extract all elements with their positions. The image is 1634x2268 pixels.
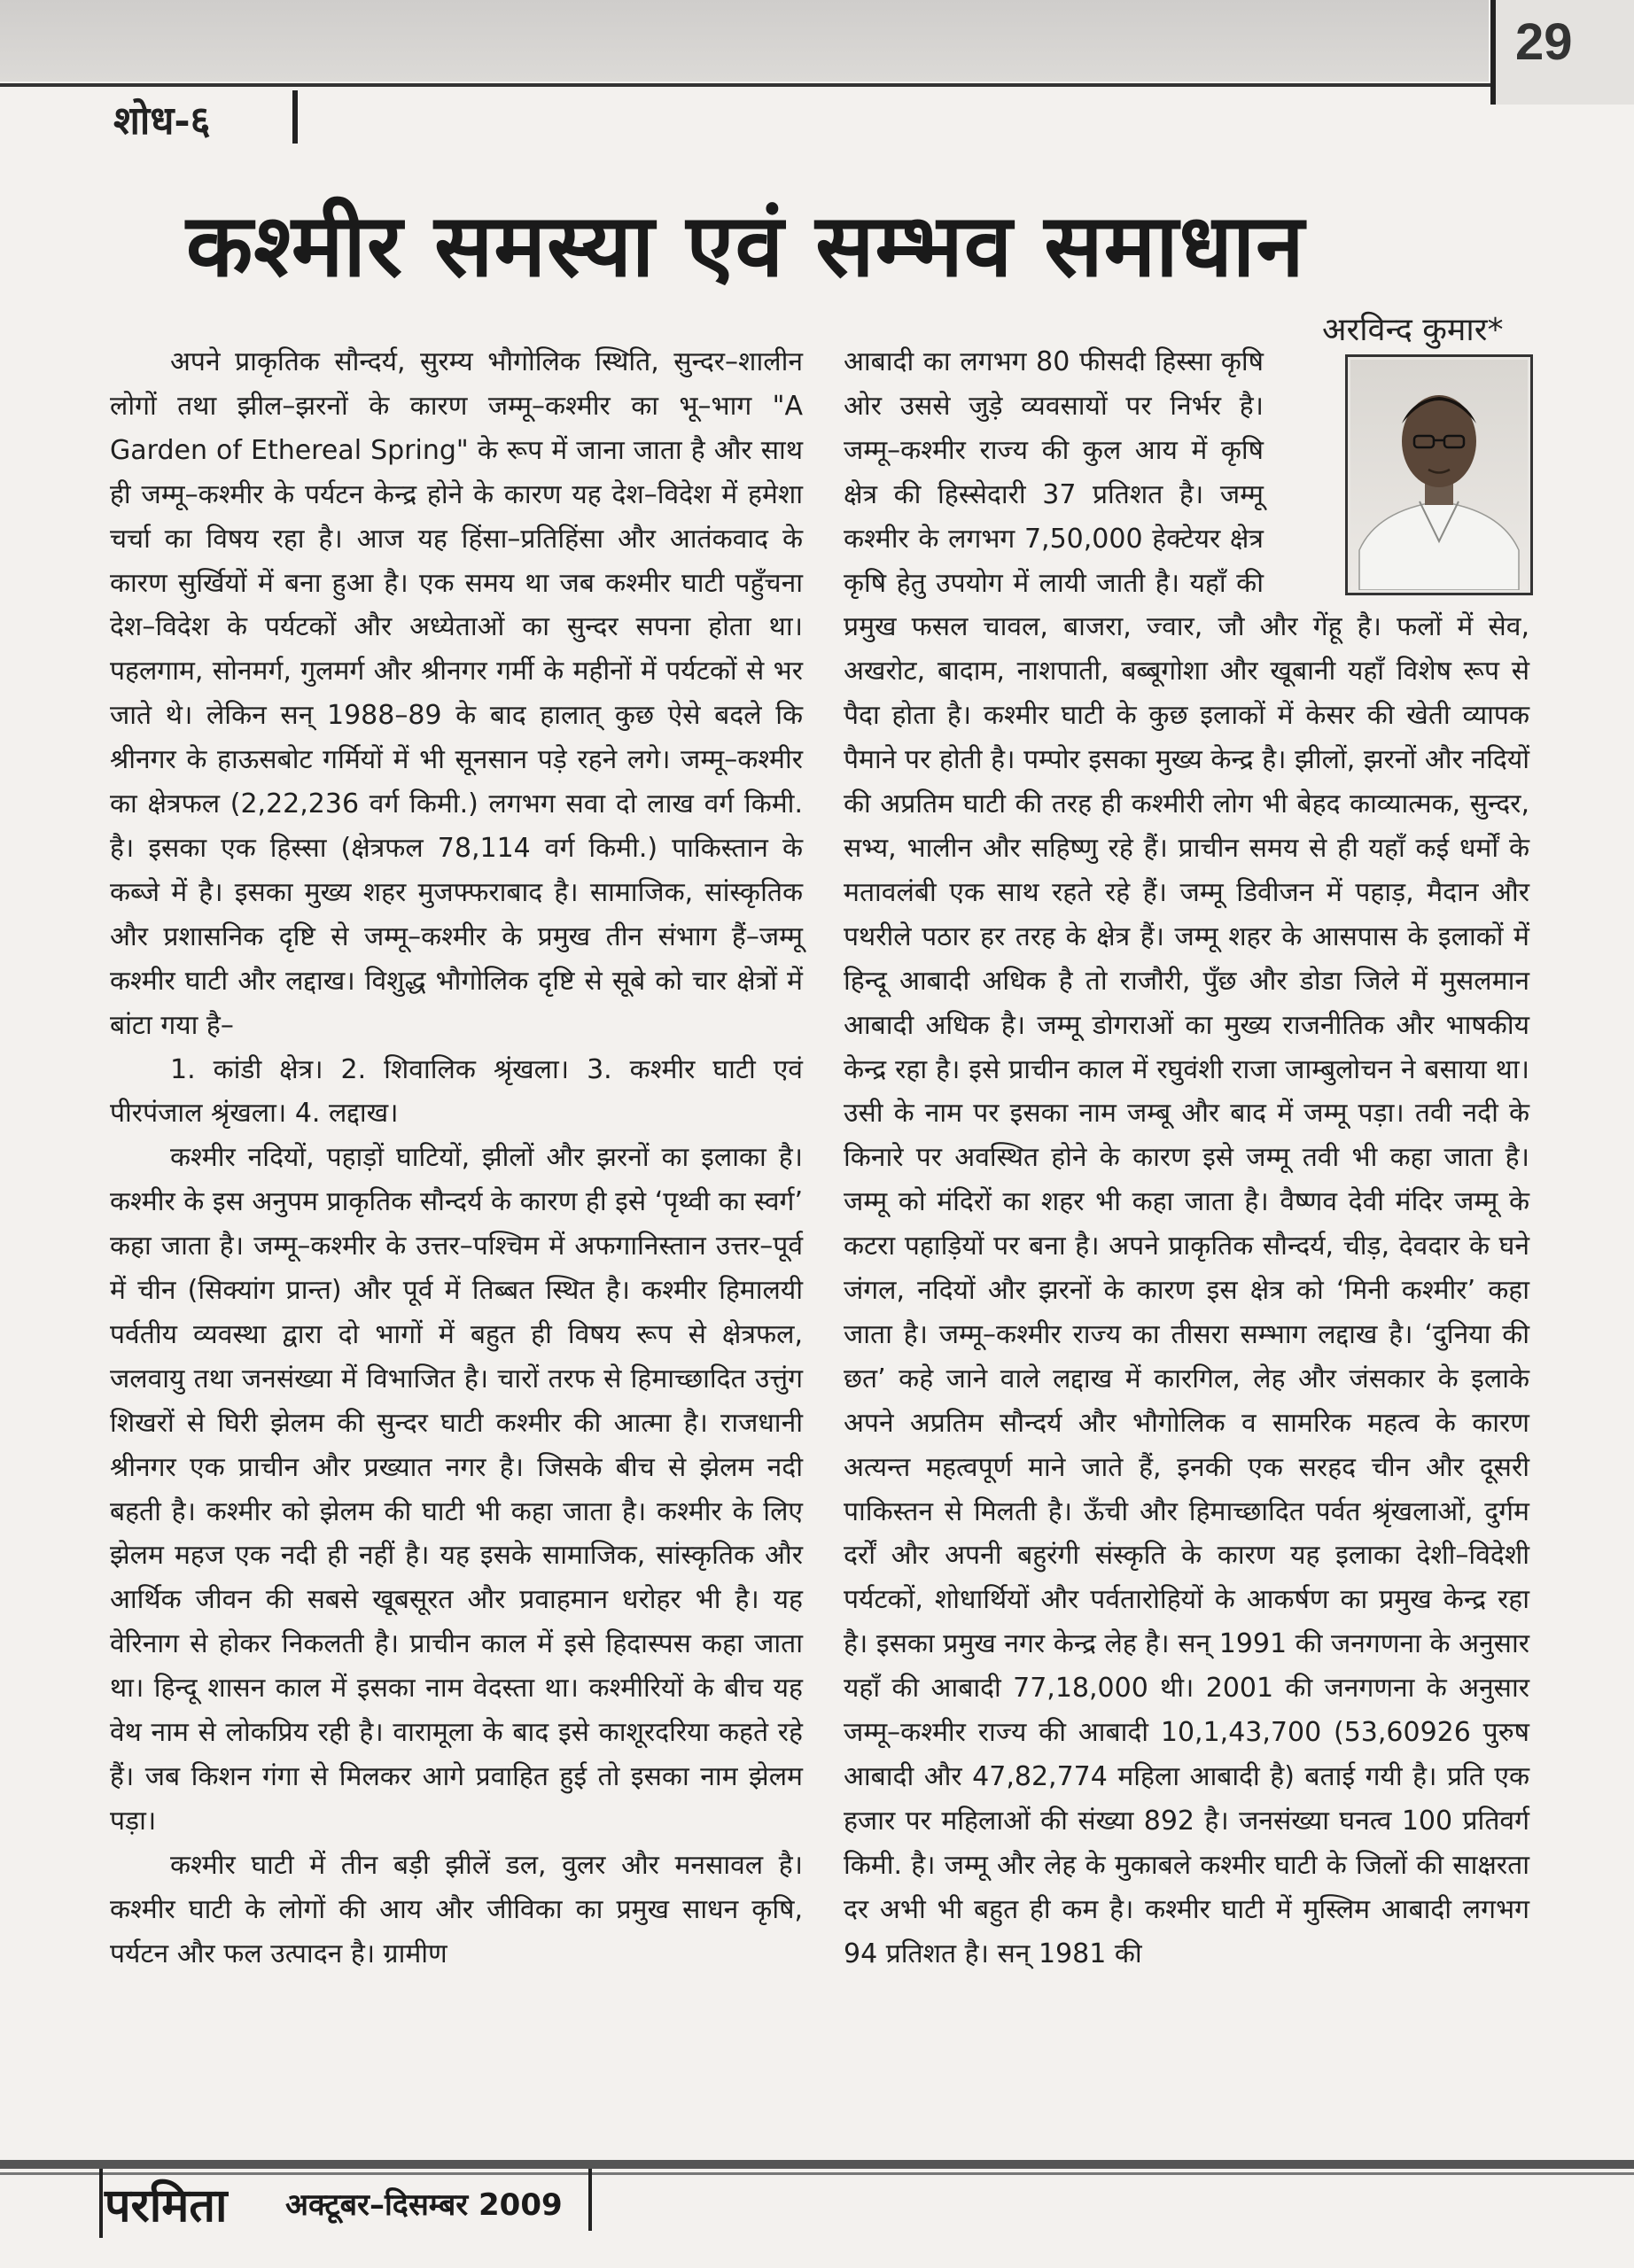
photo-wrap-space xyxy=(1264,340,1529,597)
paragraph: आबादी का लगभग 80 फीसदी हिस्सा कृषि ओर उससे जुड़े व्यवसायों पर निर्भर है। जम्मू–कश्मीर राज्य की कुल आय में कृषि क्षेत्र की हिस्सेदारी 37 प्रतिशत है। जम्मू कश्मीर के लगभग 7,50,000 हेक्टेयर क्षेत्र कृषि हेतु उपयोग में लायी जाती है। यहाँ की प्रमुख फसल चावल, बाजरा, ज्वार, जौ और गेंहू है। फलों में सेव, अखरोट, बादाम, नाशपाती, बब्बूगोशा और खूबानी यहाँ विशेष रूप से पैदा होता है। कश्मीर घाटी के कुछ इलाकों में केसर की खेती व्यापक पैमाने पर होती है। पम्पोर इसका मुख्य केन्द्र है। झीलों, झरनों और नदियों की अप्रतिम घाटी की तरह ही कश्मीरी लोग भी बेहद काव्यात्मक, सुन्दर, सभ्य, भालीन और सहिष्णु रहे हैं। प्राचीन समय से ही यहाँ कई धर्मों के मतावलंबी एक साथ रहते रहे हैं। जम्मू डिवीजन में पहाड़, मैदान और पथरीले पठार हर तरह के क्षेत्र हैं। जम्मू शहर के आसपास के इलाकों में हिन्दू आबादी अधिक है तो राजौरी, पुँछ और डोडा जिले में मुसलमान आबादी अधिक है। जम्मू डोगराओं का मुख्य राजनीतिक और भाषकीय केन्द्र रहा है। इसे प्राचीन काल में रघुवंशी राजा जाम्बुलोचन ने बसाया था। उसी के नाम पर इसका नाम जम्बू और बाद में जम्मू पड़ा। तवी नदी के किनारे पर अवस्थित होने के कारण इसे जम्मू तवी भी कहा जाता है। जम्मू को मंदिरों का शहर भी कहा जाता है। वैष्णव देवी मंदिर जम्मू के कटरा पहाड़ियों पर बना है। अपने प्राकृतिक सौन्दर्य, चीड़, देवदार के घने जंगल, नदियों और झरनों के कारण इस क्षेत्र को ‘मिनी कश्मीर’ कहा जाता है। जम्मू–कश्मीर राज्य का तीसरा सम्भाग लद्दाख है। ‘दुनिया की छत’ कहे जाने वाले लद्दाख में कारगिल, लेह और जंसकार के इलाके अपने अप्रतिम सौन्दर्य और भौगोलिक व सामरिक महत्व के कारण अत्यन्त महत्वपूर्ण माने जाते हैं, इनकी एक सरहद चीन और दूसरी पाकिस्तन से मिलती है। ऊँची और हिमाच्छादित पर्वत श्रृंखलाओं, दुर्गम दर्रों और अपनी बहुरंगी संस्कृति के कारण यह इलाका देशी–विदेशी पर्यटकों, शोधार्थियों और पर्वतारोहियों के आकर्षण का प्रमुख केन्द्र रहा है। इसका प्रमुख नगर केन्द्र लेह है। सन् 1991 की जनगणना के अनुसार यहाँ की आबादी 77,18,000 थी। 2001 की जनगणना के अनुसार जम्मू–कश्मीर राज्य की आबादी 10,1,43,700 (53,60926 पुरुष आबादी और 47,82,774 महिला आबादी है) बताई गयी है। प्रति एक हजार पर महिलाओं की संख्या 892 है। जनसंख्या घनत्व 100 प्रतिवर्ग किमी. है। जम्मू और लेह के मुकाबले कश्मीर घाटी के जिलों की साक्षरता दर अभी भी बहुत ही कम है। कश्मीर घाटी में मुस्लिम आबादी लगभग 94 प्रतिशत है। सन् 1981 की xyxy=(844,346,1529,1969)
issue-date: अक्टूबर–दिसम्बर 2009 xyxy=(285,2187,563,2223)
header-band xyxy=(0,0,1489,82)
section-tag: शोध-६ xyxy=(113,98,211,144)
paragraph: कश्मीर नदियों, पहाड़ों घाटियों, झीलों और झरनों का इलाका है। कश्मीर के इस अनुपम प्राकृतिक सौन्दर्य के कारण ही इसे ‘पृथ्वी का स्वर्ग’ कहा जाता है। जम्मू–कश्मीर के उत्तर–पश्चिम में अफगानिस्तान उत्तर–पूर्व में चीन (सिक्यांग प्रान्त) और पूर्व में तिब्बत स्थित है। कश्मीर हिमालयी पर्वतीय व्यवस्था द्वारा दो भागों में बहुत ही विषय रूप से क्षेत्रफल, जलवायु तथा जनसंख्या में विभाजित है। चारों तरफ से हिमाच्छादित उत्तुंग शिखरों से घिरी झेलम की सुन्दर घाटी कश्मीर की आत्मा है। राजधानी श्रीनगर एक प्राचीन और प्रख्यात नगर है। जिसके बीच से झेलम नदी बहती है। कश्मीर को झेलम की घाटी भी कहा जाता है। कश्मीर के लिए झेलम महज एक नदी ही नहीं है। यह इसके सामाजिक, सांस्कृतिक और आर्थिक जीवन की सबसे खूबसूरत और प्रवाहमान धरोहर भी है। यह वेरिनाग से होकर निकलती है। प्राचीन काल में इसे हिदास्पस कहा जाता था। हिन्दू शासन काल में इसका नाम वेदस्ता था। कश्मीरियों के बीच यह वेथ नाम से लोकप्रिय रही है। वारामूला के बाद इसे काशूरदरिया कहते रहे हैं। जब किशन गंगा से मिलकर आगे प्रवाहित हुई तो इसका नाम झेलम पड़ा। xyxy=(110,1142,803,1837)
article-author: अरविन्द कुमार* xyxy=(1322,312,1504,348)
article-column-left xyxy=(110,340,803,1977)
section-tag-divider xyxy=(292,90,298,144)
page-number: 29 xyxy=(1515,13,1573,71)
footer-divider-right xyxy=(588,2169,592,2231)
footer-rule-thin xyxy=(0,2172,1634,2175)
footer-rule xyxy=(0,2160,1634,2169)
article-title: कश्मीर समस्या एवं सम्भव समाधान xyxy=(186,196,1305,297)
footer-divider-left xyxy=(99,2169,103,2238)
paragraph: 1. कांडी क्षेत्र। 2. शिवालिक श्रृंखला। 3. कश्मीर घाटी एवं पीरपंजाल श्रृंखला। 4. लद्दाख। xyxy=(110,1053,803,1130)
magazine-name: परमिता xyxy=(105,2179,228,2233)
article-column-right xyxy=(844,340,1529,1977)
header-rule xyxy=(0,83,1490,87)
paragraph: कश्मीर घाटी में तीन बड़ी झीलें डल, वुलर और मनसावल है। कश्मीर घाटी के लोगों की आय और जीविका का प्रमुख साधन कृषि, पर्यटन और फल उत्पादन है। ग्रामीण xyxy=(110,1849,803,1969)
paragraph: अपने प्राकृतिक सौन्दर्य, सुरम्य भौगोलिक स्थिति, सुन्दर–शालीन लोगों तथा झील–झरनों के कारण जम्मू–कश्मीर का भू–भाग "A Garden of Ethereal Spring" के रूप में जाना जाता है और साथ ही जम्मू–कश्मीर के पर्यटन केन्द्र होने के कारण यह देश–विदेश में हमेशा चर्चा का विषय रहा है। आज यह हिंसा–प्रतिहिंसा और आतंकवाद के कारण सुर्खियों में बना हुआ है। एक समय था जब कश्मीर घाटी पहुँचना देश–विदेश के पर्यटकों और अध्येताओं का सुन्दर सपना होता था। पहलगाम, सोनमर्ग, गुलमर्ग और श्रीनगर गर्मी के महीनों में पर्यटकों से भर जाते थे। लेकिन सन् 1988–89 के बाद हालात् कुछ ऐसे बदले कि श्रीनगर के हाऊसबोट गर्मियों में भी सूनसान पड़े रहने लगे। जम्मू–कश्मीर का क्षेत्रफल (2,22,236 वर्ग किमी.) लगभग सवा दो लाख वर्ग किमी. है। इसका एक हिस्सा (क्षेत्रफल 78,114 वर्ग किमी.) पाकिस्तान के कब्जे में है। इसका मुख्य शहर मुजफ्फराबाद है। सामाजिक, सांस्कृतिक और प्रशासनिक दृष्टि से जम्मू–कश्मीर के प्रमुख तीन संभाग हैं–जम्मू कश्मीर घाटी और लद्दाख। विशुद्ध भौगोलिक दृष्टि से सूबे को चार क्षेत्रों में बांटा गया है– xyxy=(110,346,803,1041)
